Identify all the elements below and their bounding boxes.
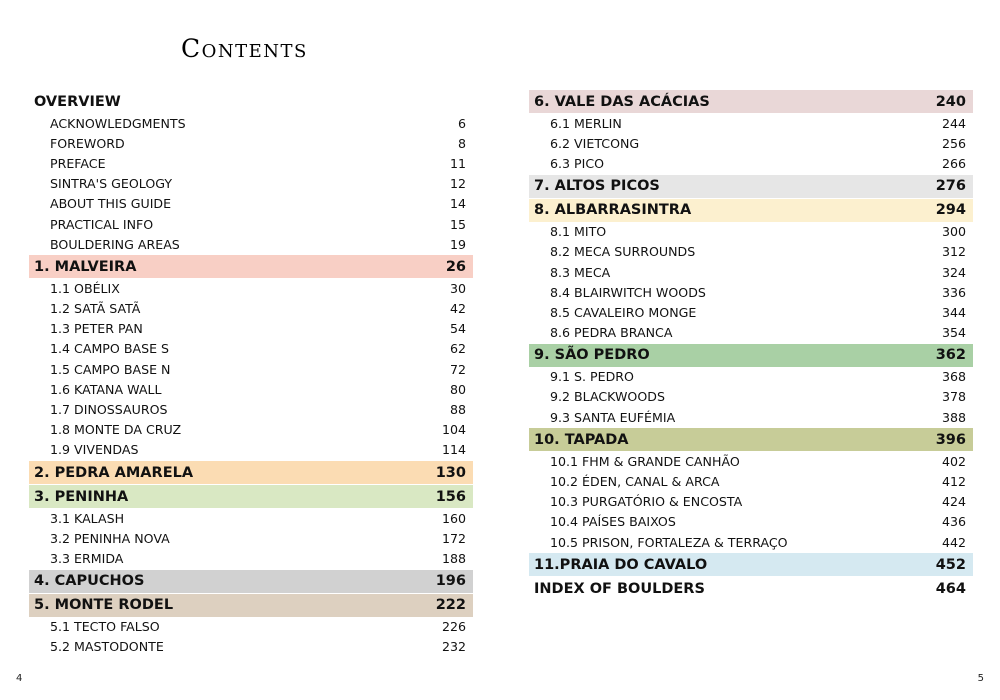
toc-page-number: 42 [449,301,466,317]
toc-section-row[interactable] [29,255,473,278]
toc-page-number: 14 [449,196,466,212]
toc-entry-label: 10.4 PAÍSES BAIXOS [550,514,676,530]
toc-page-number: 436 [941,514,966,530]
toc-subsection-row[interactable] [529,222,973,242]
toc-subsection-row[interactable] [529,113,973,133]
toc-section-row[interactable] [529,199,973,222]
toc-entry-label: 7. ALTOS PICOS [534,178,660,195]
toc-entry-label: 10.3 PURGATÓRIO & ENCOSTA [550,494,743,510]
toc-page-number: 80 [449,381,466,397]
toc-page-number: 26 [445,258,466,275]
toc-subsection-row[interactable] [29,133,473,153]
toc-section-row[interactable] [529,175,973,198]
toc-entry-label: 11.PRAIA DO CAVALO [534,556,708,573]
toc-entry-label: 2. PEDRA AMARELA [34,464,194,481]
toc-page-number: 424 [941,494,966,510]
toc-page-number: 412 [941,474,966,490]
toc-page-number: 30 [449,280,466,296]
toc-subsection-row[interactable] [29,234,473,254]
toc-entry-label: 1.4 CAMPO BASE S [50,341,170,357]
toc-page-number: 300 [941,224,966,240]
toc-entry-label: 1.3 PETER PAN [50,321,143,337]
toc-page-number: 336 [941,284,966,300]
toc-section-row[interactable] [29,90,473,113]
toc-page-number: 226 [441,619,466,635]
toc-entry-label: INDEX OF BOULDERS [534,580,705,597]
toc-subsection-row[interactable] [529,323,973,343]
toc-section-row[interactable] [29,570,473,593]
toc-page-number: 6 [457,115,466,131]
toc-subsection-row[interactable] [529,407,973,427]
toc-right-column [529,90,973,600]
toc-page-number: 452 [935,556,966,573]
toc-page-number: 222 [435,597,466,614]
toc-entry-label: 3.1 KALASH [50,510,125,526]
toc-page-number: 114 [441,442,466,458]
toc-entry-label: 1.2 SATÃ SATÃ [50,301,141,317]
toc-entry-label: 6.2 VIETCONG [550,135,640,151]
toc-subsection-row[interactable] [529,512,973,532]
toc-subsection-row[interactable] [529,387,973,407]
toc-page-number: 54 [449,321,466,337]
toc-subsection-row[interactable] [29,528,473,548]
toc-entry-label: 3.2 PENINHA NOVA [50,530,170,546]
toc-entry-label: 8. ALBARRASINTRA [534,202,692,219]
toc-page-number: 188 [441,550,466,566]
toc-entry-label: 1.9 VIVENDAS [50,442,139,458]
toc-section-row[interactable] [29,594,473,617]
toc-entry-label: 8.1 MITO [550,224,607,240]
toc-subsection-row[interactable] [29,399,473,419]
toc-subsection-row[interactable] [29,299,473,319]
toc-subsection-row[interactable] [529,242,973,262]
toc-entry-label: 1.7 DINOSSAUROS [50,402,168,418]
toc-entry-label: 4. CAPUCHOS [34,573,145,590]
toc-subsection-row[interactable] [529,133,973,153]
toc-subsection-row[interactable] [29,319,473,339]
toc-entry-label: 9.1 S. PEDRO [550,369,634,385]
toc-page-number: 256 [941,135,966,151]
toc-page-number: 172 [441,530,466,546]
toc-subsection-row[interactable] [29,617,473,637]
toc-subsection-row[interactable] [529,282,973,302]
toc-entry-label: OVERVIEW [34,93,121,110]
toc-entry-label: 10.1 FHM & GRANDE CANHÃO [550,453,740,469]
toc-subsection-row[interactable] [529,492,973,512]
toc-entry-label: 1. MALVEIRA [34,258,137,275]
toc-entry-label: ACKNOWLEDGMENTS [50,115,186,131]
toc-page-number: 276 [935,178,966,195]
toc-page-number: 344 [941,304,966,320]
toc-entry-label: PREFACE [50,155,106,171]
toc-page-number: 294 [935,202,966,219]
toc-subsection-row[interactable] [29,359,473,379]
toc-subsection-row[interactable] [529,532,973,552]
toc-subsection-row[interactable] [529,367,973,387]
toc-page-number: 362 [935,347,966,364]
toc-entry-label: 3. PENINHA [34,488,129,505]
toc-page-number: 266 [941,155,966,171]
toc-page-number: 196 [435,573,466,590]
toc-subsection-row[interactable] [529,153,973,173]
toc-entry-label: 1.6 KATANA WALL [50,381,162,397]
toc-entry-label: 6.1 MERLIN [550,115,622,131]
toc-subsection-row[interactable] [529,262,973,282]
page-number-left: 4 [16,673,23,684]
toc-entry-label: 1.8 MONTE DA CRUZ [50,422,182,438]
toc-subsection-row[interactable] [29,379,473,399]
toc-subsection-row[interactable] [29,113,473,133]
toc-subsection-row[interactable] [529,451,973,471]
toc-entry-label: FOREWORD [50,135,125,151]
toc-section-row[interactable] [529,553,973,576]
toc-page-number: 354 [941,325,966,341]
toc-entry-label: 1.5 CAMPO BASE N [50,361,171,377]
toc-entry-label: 10.5 PRISON, FORTALEZA & TERRAÇO [550,534,788,550]
toc-entry-label: 9.2 BLACKWOODS [550,389,665,405]
toc-subsection-row[interactable] [529,471,973,491]
toc-entry-label: 8.4 BLAIRWITCH WOODS [550,284,706,300]
toc-entry-label: 8.6 PEDRA BRANCA [550,325,673,341]
toc-subsection-row[interactable] [29,153,473,173]
toc-page-number: 464 [935,580,966,597]
toc-page-number: 368 [941,369,966,385]
toc-page-number: 324 [941,264,966,280]
toc-entry-label: 9.3 SANTA EUFÉMIA [550,409,676,425]
toc-page-number: 240 [935,93,966,110]
toc-page-number: 244 [941,115,966,131]
toc-section-row[interactable] [29,485,473,508]
toc-subsection-row[interactable] [29,174,473,194]
toc-subsection-row[interactable] [29,278,473,298]
toc-subsection-row[interactable] [529,302,973,322]
toc-section-row[interactable] [529,428,973,451]
toc-page-number: 72 [449,361,466,377]
toc-entry-label: ABOUT THIS GUIDE [50,196,172,212]
toc-entry-label: BOULDERING AREAS [50,236,180,252]
toc-page-number: 130 [435,464,466,481]
toc-page-number: 8 [457,135,466,151]
page-number-right: 5 [977,673,984,684]
toc-page-number: 156 [435,488,466,505]
toc-page-number: 402 [941,453,966,469]
toc-page-number: 388 [941,409,966,425]
toc-entry-label: 10.2 ÉDEN, CANAL & ARCA [550,474,720,490]
toc-page-number: 12 [449,176,466,192]
toc-entry-label: 3.3 ERMIDA [50,550,124,566]
toc-page-number: 11 [449,155,466,171]
toc-subsection-row[interactable] [29,548,473,568]
toc-entry-label: PRACTICAL INFO [50,216,154,232]
toc-entry-label: 9. SÃO PEDRO [534,347,650,364]
toc-subsection-row[interactable] [29,214,473,234]
toc-entry-label: 1.1 OBÉLIX [50,280,120,296]
contents-title: Contents [181,34,308,63]
toc-entry-label: 8.2 MECA SURROUNDS [550,244,696,260]
toc-section-row[interactable] [529,90,973,113]
toc-subsection-row[interactable] [29,194,473,214]
toc-entry-label: 5.1 TECTO FALSO [50,619,160,635]
toc-section-row[interactable] [529,577,973,600]
toc-page-number: 232 [441,639,466,655]
toc-page-number: 88 [449,402,466,418]
toc-page-number: 442 [941,534,966,550]
toc-subsection-row[interactable] [29,339,473,359]
toc-page-number: 15 [449,216,466,232]
toc-section-row[interactable] [529,344,973,367]
toc-page-number: 396 [935,431,966,448]
toc-entry-label: 6.3 PICO [550,155,605,171]
toc-entry-label: 5.2 MASTODONTE [50,639,164,655]
toc-entry-label: 8.5 CAVALEIRO MONGE [550,304,697,320]
toc-page-number: 160 [441,510,466,526]
toc-page-number: 378 [941,389,966,405]
toc-entry-label: 6. VALE DAS ACÁCIAS [534,93,710,110]
toc-entry-label: SINTRA'S GEOLOGY [50,176,173,192]
toc-section-row[interactable] [29,461,473,484]
toc-page-number: 19 [449,236,466,252]
toc-entry-label: 8.3 MECA [550,264,611,280]
toc-subsection-row[interactable] [29,637,473,657]
toc-subsection-row[interactable] [29,420,473,440]
toc-entry-label: 10. TAPADA [534,431,629,448]
toc-page-number: 104 [441,422,466,438]
toc-page-number: 62 [449,341,466,357]
toc-left-column [29,90,473,657]
toc-subsection-row[interactable] [29,440,473,460]
toc-subsection-row[interactable] [29,508,473,528]
toc-entry-label: 5. MONTE RODEL [34,597,174,614]
toc-page-number: 312 [941,244,966,260]
